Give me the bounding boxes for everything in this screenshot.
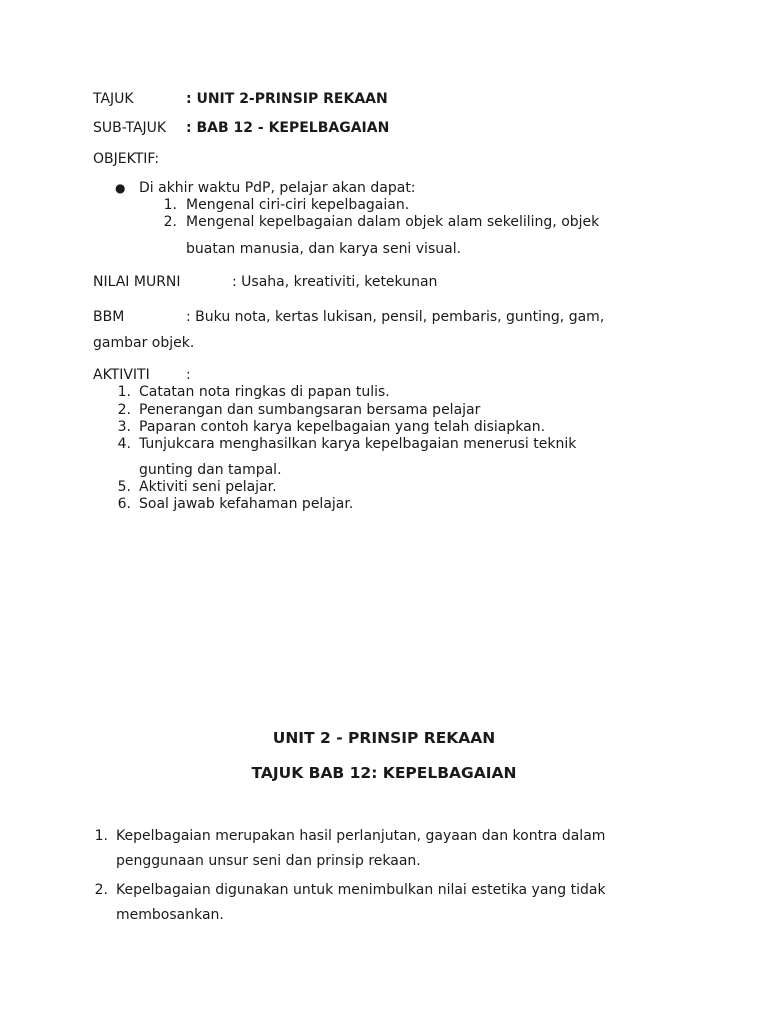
objektif-num-2: 2. [163, 214, 177, 230]
aktiviti-num-4: 4. [117, 436, 131, 452]
nilai-value: : Usaha, kreativiti, ketekunan [232, 274, 438, 290]
aktiviti-num-3: 3. [117, 419, 131, 435]
nilai-label: NILAI MURNI [93, 274, 181, 290]
aktiviti-item-4-cont: gunting dan tampal. [139, 462, 282, 478]
objektif-item-2-cont: buatan manusia, dan karya seni visual. [186, 241, 462, 257]
subtajuk-label: SUB-TAJUK [93, 120, 167, 136]
objektif-intro: Di akhir waktu PdP, pelajar akan dapat: [139, 180, 416, 196]
aktiviti-item-1: Catatan nota ringkas di papan tulis. [139, 384, 390, 400]
tajuk-value: : UNIT 2-PRINSIP REKAAN [186, 91, 388, 107]
objektif-label: OBJEKTIF: [93, 151, 160, 167]
aktiviti-item-6: Soal jawab kefahaman pelajar. [139, 496, 354, 512]
aktiviti-colon: : [186, 367, 191, 383]
aktiviti-num-6: 6. [117, 496, 131, 512]
notes-num-1: 1. [94, 828, 108, 844]
notes-item-1-cont: penggunaan unsur seni dan prinsip rekaan. [116, 853, 421, 869]
bbm-label: BBM [93, 309, 125, 325]
objektif-item-1: Mengenal ciri-ciri kepelbagaian. [186, 197, 410, 213]
notes-item-2: Kepelbagaian digunakan untuk menimbulkan nilai estetika yang tidak [116, 882, 606, 898]
aktiviti-num-5: 5. [117, 479, 131, 495]
notes-item-1: Kepelbagaian merupakan hasil perlanjutan, gayaan dan kontra dalam [116, 828, 606, 844]
notes-num-2: 2. [94, 882, 108, 898]
aktiviti-item-3: Paparan contoh karya kepelbagaian yang telah disiapkan. [139, 419, 546, 435]
notes-item-2-cont: membosankan. [116, 907, 224, 923]
tajuk-label: TAJUK [93, 91, 134, 107]
notes-title-bab: TAJUK BAB 12: KEPELBAGAIAN [251, 764, 517, 782]
aktiviti-item-5: Aktiviti seni pelajar. [139, 479, 277, 495]
aktiviti-num-1: 1. [117, 384, 131, 400]
aktiviti-item-2: Penerangan dan sumbangsaran bersama pelajar [139, 402, 481, 418]
objektif-item-2: Mengenal kepelbagaian dalam objek alam sekeliling, objek [186, 214, 600, 230]
bbm-cont: gambar objek. [93, 335, 195, 351]
bullet-icon: ● [115, 181, 126, 195]
notes-title-unit: UNIT 2 - PRINSIP REKAAN [272, 729, 496, 747]
aktiviti-num-2: 2. [117, 402, 131, 418]
objektif-num-1: 1. [163, 197, 177, 213]
subtajuk-value: : BAB 12 - KEPELBAGAIAN [186, 120, 390, 136]
aktiviti-label: AKTIVITI [93, 367, 150, 383]
aktiviti-item-4: Tunjukcara menghasilkan karya kepelbagaian menerusi teknik [139, 436, 577, 452]
bbm-value: : Buku nota, kertas lukisan, pensil, pembaris, gunting, gam, [186, 309, 605, 325]
